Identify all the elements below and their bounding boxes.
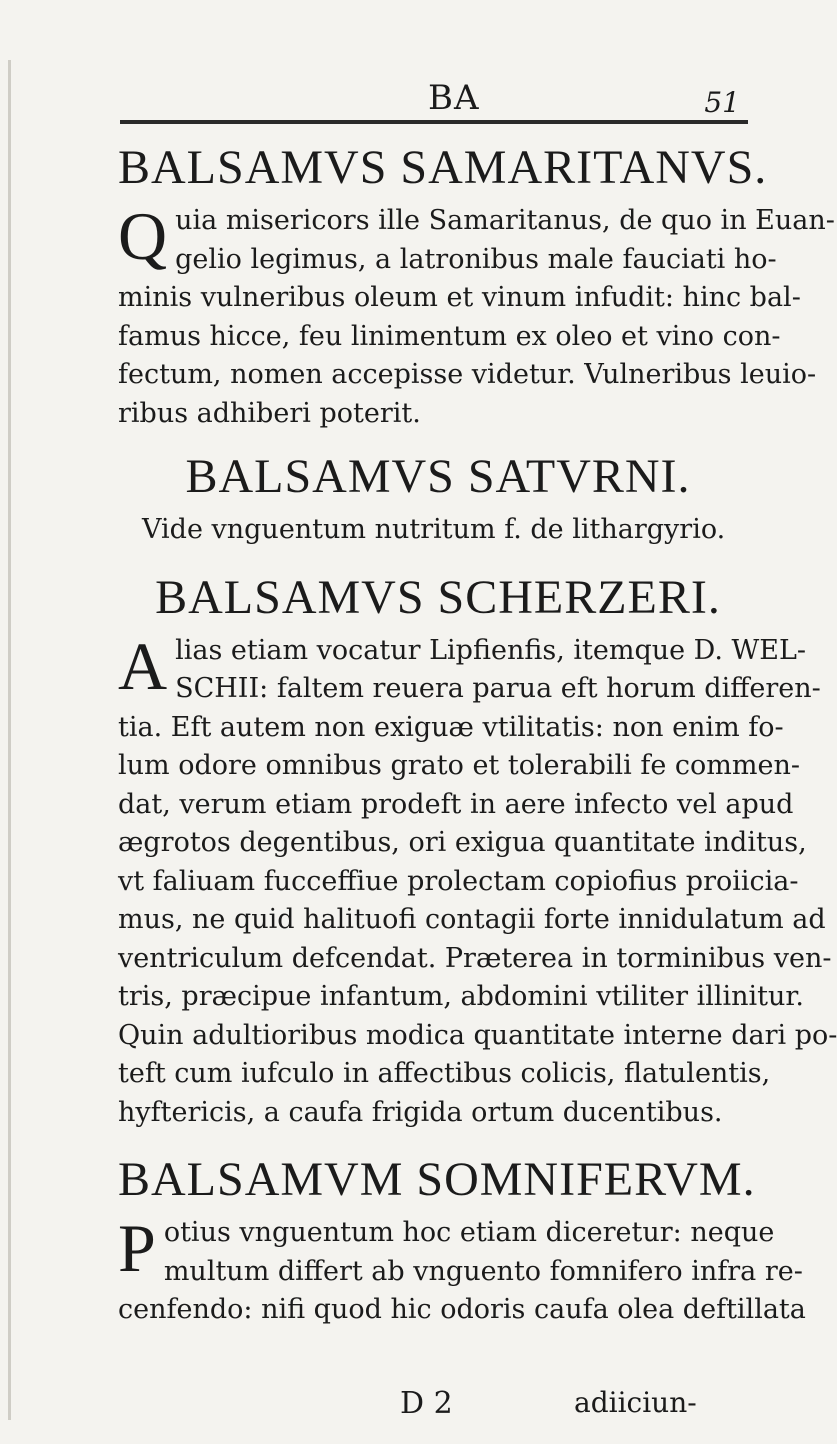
text-line: otius vnguentum hoc etiam diceretur: neque xyxy=(163,1217,775,1248)
text-line: famus hicce, feu linimentum ex oleo et vino con- xyxy=(118,320,781,352)
text-line: cenfendo: nifi quod hic odoris caufa olea deftillata xyxy=(118,1294,806,1325)
text-line: lias etiam vocatur Lipfienfis, itemque D. WEL- xyxy=(175,634,807,666)
text-line: SCHII: faltem reuera parua eft horum differen- xyxy=(175,673,821,704)
drop-cap: P xyxy=(118,1210,156,1286)
text-line: mus, ne quid halituofi contagii forte innidulatum ad xyxy=(118,904,826,935)
text-line: dat, verum etiam prodeft in aere infecto vel apud xyxy=(118,788,794,820)
running-head: BA xyxy=(428,78,480,118)
text-line: gelio legimus, a latronibus male fauciati ho- xyxy=(175,243,777,275)
page-edge-shadow xyxy=(8,60,11,1420)
text-line: Quin adultioribus modica quantitate interne dari po- xyxy=(118,1019,837,1051)
text-line: minis vulneribus oleum et vinum infudit: hinc bal- xyxy=(118,282,801,313)
text-line: hyftericis, a caufa frigida ortum ducentibus. xyxy=(118,1096,723,1128)
entry-heading: BALSAMVS SCHERZERI. xyxy=(155,570,721,624)
text-line: lum odore omnibus grato et tolerabili fe commen- xyxy=(118,750,800,781)
text-line: fectum, nomen accepisse videtur. Vulneribus leuio- xyxy=(118,359,817,390)
entry-paragraph xyxy=(118,511,758,550)
header-rule xyxy=(120,120,748,124)
drop-cap: Q xyxy=(118,198,168,274)
entry-heading: BALSAMVS SATVRNI. xyxy=(185,450,691,503)
text-line: uia misericors ille Samaritanus, de quo in Euan- xyxy=(175,205,835,236)
drop-cap: A xyxy=(118,627,168,704)
entry-paragraph xyxy=(118,627,837,1133)
entry-heading: BALSAMVS SAMARITANVS. xyxy=(118,141,768,194)
text-line: ægrotos degentibus, ori exigua quantitate inditus, xyxy=(118,827,807,858)
text-line: vt faliuam fucceffiue prolectam copiofius proiicia- xyxy=(118,865,799,897)
text-line: ribus adhiberi poterit. xyxy=(118,397,421,429)
page-content xyxy=(118,130,837,1330)
page-number: 51 xyxy=(704,86,740,119)
signature-mark: D 2 xyxy=(400,1386,453,1421)
page-header xyxy=(120,78,750,118)
text-line: teft cum iufculo in affectibus colicis, flatulentis, xyxy=(118,1058,771,1089)
entry-heading: BALSAMVM SOMNIFERVM. xyxy=(118,1153,756,1206)
text-line: tris, præcipue infantum, abdomini vtiliter illinitur. xyxy=(118,981,804,1012)
catchword: adiiciun- xyxy=(574,1386,697,1419)
entry-paragraph xyxy=(118,198,835,433)
text-line: Vide vnguentum nutritum f. de lithargyrio. xyxy=(142,514,726,545)
entry-paragraph xyxy=(118,1210,806,1330)
text-line: tia. Eft autem non exiguæ vtilitatis: non enim fo- xyxy=(118,711,784,743)
text-line: multum differt ab vnguento fomnifero infra re- xyxy=(163,1255,803,1287)
text-line: ventriculum defcendat. Præterea in torminibus ven- xyxy=(118,942,832,974)
